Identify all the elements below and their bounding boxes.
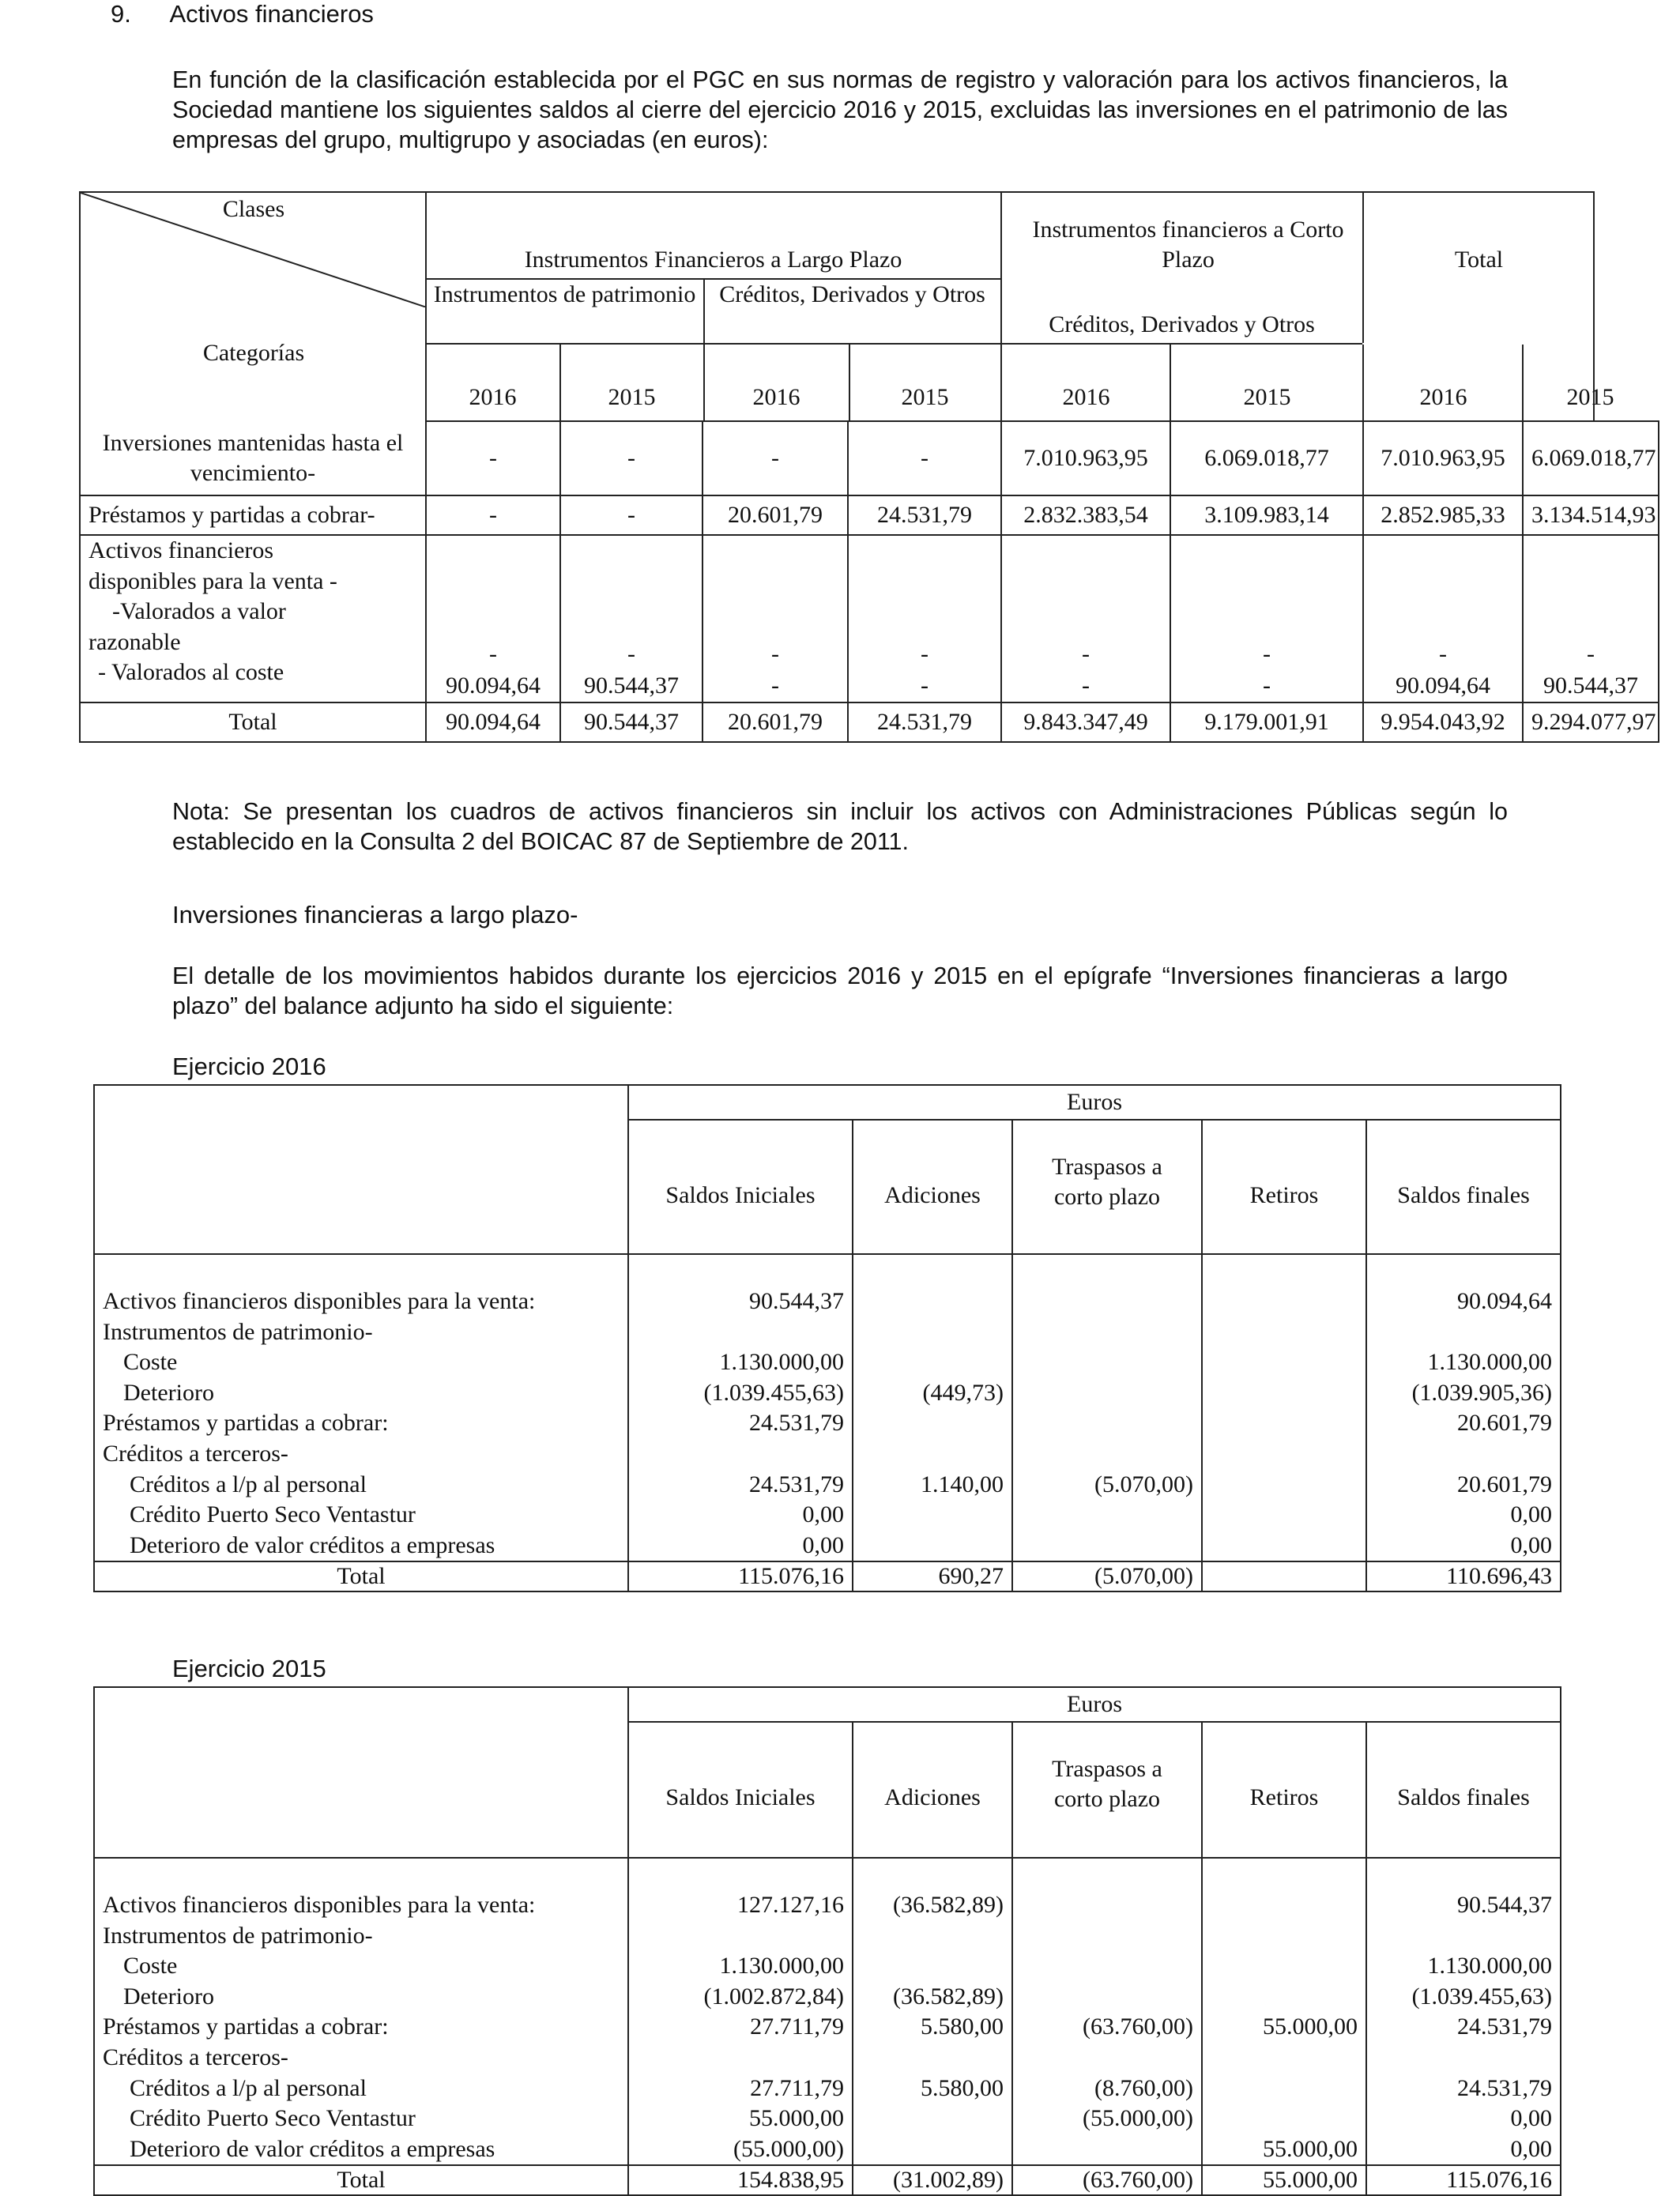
cell: - - (1170, 535, 1363, 702)
col-header: Traspasos a corto plazo (1012, 1120, 1202, 1254)
year-cell: 2015 (1566, 384, 1614, 410)
total-cell: (31.002,89) (853, 2165, 1012, 2195)
cell: - (703, 421, 848, 495)
cell: - 90.094,64 (426, 535, 560, 702)
cell: - 90.544,37 (560, 535, 703, 702)
cell: 9.294.077,97 (1523, 702, 1659, 742)
row-label-block (80, 535, 426, 702)
total-cell: (63.760,00) (1012, 2165, 1202, 2195)
values-column: (36.582,89) (36.582,89) 5.580,00 5.580,00 (853, 1858, 1012, 2165)
cell: - - (848, 535, 1001, 702)
table-row-total (80, 702, 1659, 742)
cell: - 90.094,64 (1363, 535, 1523, 702)
year-cell: 2016 (752, 384, 800, 410)
cell: - - (703, 535, 848, 702)
col-header: Saldos finales (1366, 1120, 1561, 1254)
detail-intro-paragraph: El detalle de los movimientos habidos durante los ejercicios 2016 y 2015 en el epígrafe “Inversiones financieras a largo plazo” del balance adjunto ha sido el siguiente: (172, 962, 1508, 1019)
total-cell: 690,27 (853, 1561, 1012, 1591)
values-column: 55.000,00 55.000,00 (1202, 1858, 1366, 2165)
values-column (1202, 1254, 1366, 1561)
corner-bottom-label: Categorías (202, 340, 305, 366)
row-label: razonable (89, 628, 181, 655)
year-cell: 2015 (1243, 384, 1291, 410)
movements-body (94, 1858, 1561, 2165)
total-cell: 115.076,16 (1366, 2165, 1561, 2195)
header-blank (94, 1687, 628, 1858)
cell: 90.544,37 (560, 702, 703, 742)
corner-top-label: Clases (222, 196, 285, 222)
values-column: 90.544,37 1.130.000,00 (1.039.455,63) 24.531,79 24.531,79 0,00 0,00 (1366, 1858, 1561, 2165)
cell: 6.069.018,77 (1170, 421, 1363, 495)
col-header: Saldos Iniciales (628, 1722, 853, 1858)
divider (1362, 193, 1364, 343)
cell: 2.852.985,33 (1363, 495, 1523, 535)
row-label: disponibles para la venta - (89, 567, 337, 594)
movements-table-2016 (93, 1084, 1561, 1592)
col-header: Retiros (1202, 1722, 1366, 1858)
cell: 9.843.347,49 (1001, 702, 1170, 742)
total-cell: 154.838,95 (628, 2165, 853, 2195)
labels-column: Activos financieros disponibles para la venta: Instrumentos de patrimonio- Coste Deterioro Préstamos y partidas a cobrar: Créditos a terceros- Créditos a l/p al personal Crédito Puerto Seco Ventastur Deterioro de valor créditos a empresas (94, 1254, 628, 1561)
total-cell: 110.696,43 (1366, 1561, 1561, 1591)
movements-total-row (94, 2165, 1561, 2195)
group-largo-plazo: Instrumentos Financieros a Largo Plazo (524, 247, 902, 273)
section-number: 9. (111, 0, 131, 28)
values-column: 90.094,64 1.130.000,00 (1.039.905,36) 20.601,79 20.601,79 0,00 0,00 (1366, 1254, 1561, 1561)
table-row (80, 495, 1659, 535)
cell: - (560, 495, 703, 535)
nota-paragraph: Nota: Se presentan los cuadros de activos financieros sin incluir los activos con Administraciones Públicas según lo establecido en la Consulta 2 del BOICAC 87 de Septiembre de 2011. (172, 798, 1508, 855)
header-block (426, 192, 1614, 421)
table-row (80, 421, 1659, 495)
year-cell: 2016 (1062, 384, 1110, 410)
row-label: -Valorados a valor (112, 598, 286, 624)
currency-header: Euros (628, 1687, 1561, 1722)
cell: 3.109.983,14 (1170, 495, 1363, 535)
values-column: 127.127,16 1.130.000,00 (1.002.872,84) 27.711,79 27.711,79 55.000,00 (55.000,00) (628, 1858, 853, 2165)
cell: 7.010.963,95 (1363, 421, 1523, 495)
financial-assets-body (79, 420, 1659, 743)
cell: 90.094,64 (426, 702, 560, 742)
cell: - - (1001, 535, 1170, 702)
cell: - 90.544,37 (1523, 535, 1659, 702)
cell: 9.179.001,91 (1170, 702, 1363, 742)
col-header: Traspasos a corto plazo (1012, 1722, 1202, 1858)
cell: 20.601,79 (703, 495, 848, 535)
corner-cell (80, 192, 426, 421)
values-column: 90.544,37 1.130.000,00 (1.039.455,63) 24.531,79 24.531,79 0,00 0,00 (628, 1254, 853, 1561)
group-total: Total (1454, 247, 1504, 273)
movements-table-2015 (93, 1686, 1561, 2196)
movements-title-2016: Ejercicio 2016 (172, 1053, 326, 1080)
year-cell: 2016 (1419, 384, 1467, 410)
subheading: Inversiones financieras a largo plazo- (172, 901, 578, 928)
cell: 9.954.043,92 (1363, 702, 1523, 742)
col-header: Retiros (1202, 1120, 1366, 1254)
header-blank (94, 1085, 628, 1254)
financial-assets-table (79, 191, 1614, 421)
col-header: Adiciones (853, 1120, 1012, 1254)
sub-creditos-lp: Créditos, Derivados y Otros (719, 281, 985, 307)
row-label: Activos financieros (89, 537, 274, 563)
cell: - (426, 495, 560, 535)
currency-header: Euros (628, 1085, 1561, 1120)
total-cell: 55.000,00 (1202, 2165, 1366, 2195)
total-cell: (5.070,00) (1012, 1561, 1202, 1591)
row-label: Inversiones mantenidas hasta el vencimiento- (80, 421, 426, 495)
cell: 2.832.383,54 (1001, 495, 1170, 535)
row-label: - Valorados al coste (98, 659, 284, 685)
col-header: Adiciones (853, 1722, 1012, 1858)
intro-paragraph: En función de la clasificación establecida por el PGC en sus normas de registro y valoración para los activos financieros, la Sociedad mantiene los siguientes saldos al cierre del ejercicio 2016 y 2015, excluidas las inversiones en el patrimonio de las empresas del grupo, multigrupo y asociadas (en euros): (172, 66, 1508, 153)
movements-title-2015: Ejercicio 2015 (172, 1655, 326, 1682)
cell: - (426, 421, 560, 495)
year-cell: 2015 (901, 384, 949, 410)
values-column: (63.760,00) (8.760,00) (55.000,00) (1012, 1858, 1202, 2165)
total-label: Total (94, 1561, 628, 1591)
movements-total-row (94, 1561, 1561, 1591)
total-cell: 115.076,16 (628, 1561, 853, 1591)
values-column: (5.070,00) (1012, 1254, 1202, 1561)
group-corto-plazo: Instrumentos financieros a Corto Plazo (1032, 217, 1344, 273)
row-label: Total (80, 702, 426, 742)
cell: 7.010.963,95 (1001, 421, 1170, 495)
col-header: Saldos finales (1366, 1722, 1561, 1858)
section-title: Activos financieros (169, 0, 374, 28)
cell: 24.531,79 (848, 495, 1001, 535)
sub-creditos-cp: Créditos, Derivados y Otros (1049, 311, 1315, 337)
total-cell (1202, 1561, 1366, 1591)
cell: 6.069.018,77 (1523, 421, 1659, 495)
year-cell: 2016 (469, 384, 517, 410)
sub-patrimonio: Instrumentos de patrimonio (433, 281, 696, 307)
values-column: (449,73) 1.140,00 (853, 1254, 1012, 1561)
table-row (80, 535, 1659, 702)
years-divider (427, 343, 1362, 345)
cell: - (848, 421, 1001, 495)
col-header: Saldos Iniciales (628, 1120, 853, 1254)
section-heading (111, 0, 374, 28)
labels-column: Activos financieros disponibles para la venta: Instrumentos de patrimonio- Coste Deterioro Préstamos y partidas a cobrar: Créditos a terceros- Créditos a l/p al personal Crédito Puerto Seco Ventastur Deterioro de valor créditos a empresas (94, 1858, 628, 2165)
cell: - (560, 421, 703, 495)
row-label: Préstamos y partidas a cobrar- (80, 495, 426, 535)
cell: 3.134.514,93 (1523, 495, 1659, 535)
movements-body (94, 1254, 1561, 1561)
total-label: Total (94, 2165, 628, 2195)
cell: 20.601,79 (703, 702, 848, 742)
year-cell: 2015 (608, 384, 656, 410)
cell: 24.531,79 (848, 702, 1001, 742)
